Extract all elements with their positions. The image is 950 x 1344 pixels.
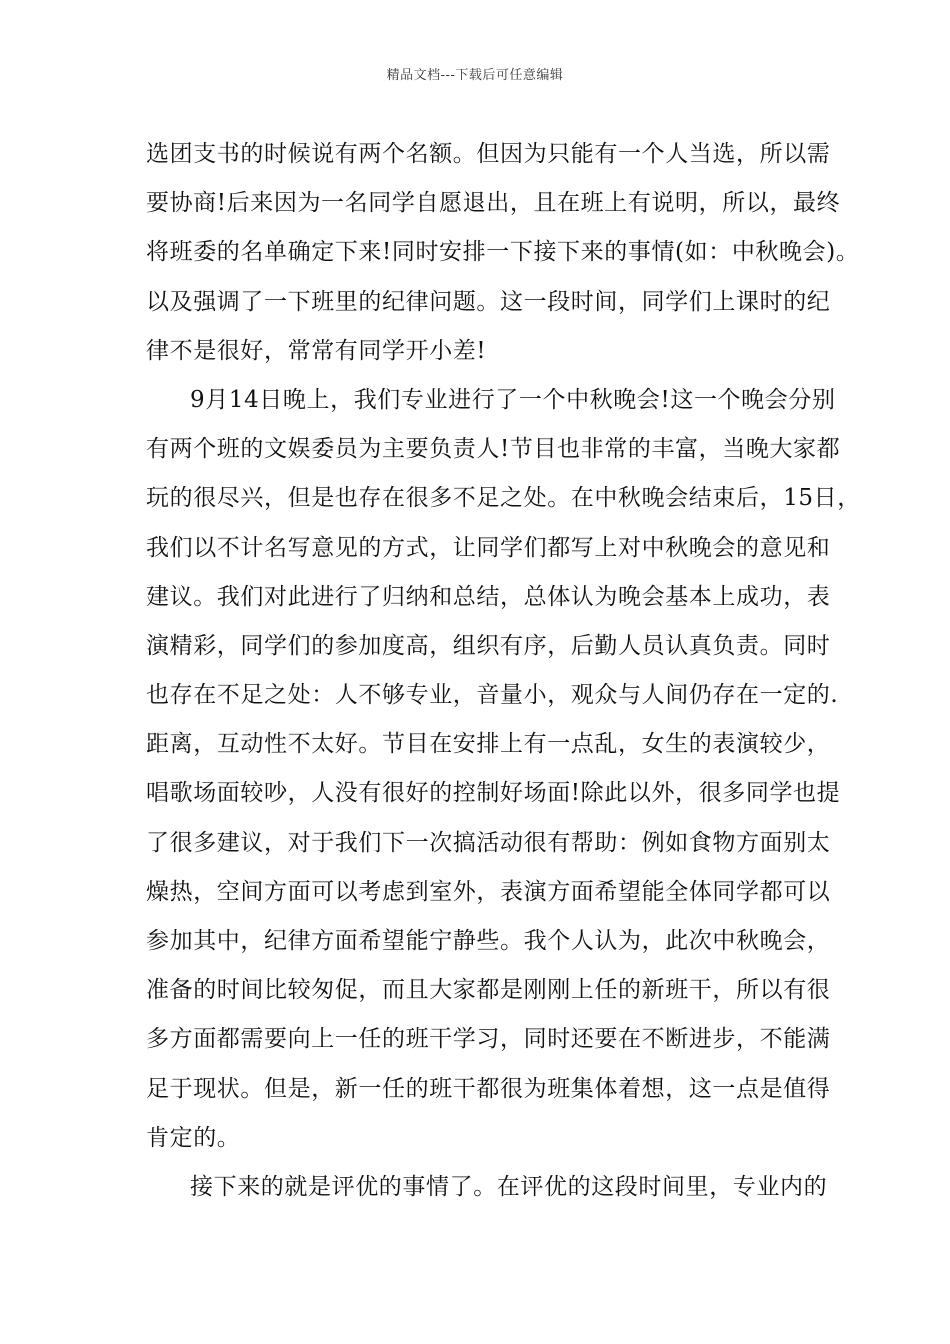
text-line: 接下来的就是评优的事情了。在评优的这段时间里，专业内的 <box>190 1173 828 1200</box>
text-line: 参加其中，纪律方面希望能宁静些。我个人认为，此次中秋晚会， <box>146 928 831 954</box>
paragraph-3 <box>146 1163 828 1212</box>
paragraph-2 <box>146 376 861 1163</box>
text-line: 将班委的名单确定下来!同时安排一下接下来的事情(如：中秋晚会)。 <box>146 239 860 266</box>
text-line: 肯定的。 <box>146 1124 241 1151</box>
text-line: 要协商!后来因为一名同学自愿退出，且在班上有说明，所以，最终 <box>146 190 841 217</box>
text-line: 也存在不足之处：人不够专业，音量小，观众与人间仍存在一定的. <box>146 682 839 709</box>
text-line: 选团支书的时候说有两个名额。但因为只能有一个人当选，所以需 <box>146 141 831 167</box>
text-line: 有两个班的文娱委员为主要负责人!节目也非常的丰富，当晚大家都 <box>146 436 841 463</box>
paragraph-1 <box>146 130 860 376</box>
text-line: 建议。我们对此进行了归纳和总结，总体认为晚会基本上成功，表 <box>146 583 831 610</box>
text-line: 以及强调了一下班里的纪律问题。这一段时间，同学们上课时的纪 <box>146 288 831 315</box>
text-line: 演精彩，同学们的参加度高，组织有序，后勤人员认真负责。同时 <box>146 632 831 659</box>
text-line: 距离，互动性不太好。节目在安排上有一点乱，女生的表演较少， <box>146 731 831 758</box>
text-line: 准备的时间比较匆促，而且大家都是刚刚上任的新班干，所以有很 <box>146 977 831 1004</box>
document-body <box>146 130 861 1212</box>
text-line: 了很多建议，对于我们下一次搞活动很有帮助：例如食物方面别太 <box>146 829 831 856</box>
text-line: 多方面都需要向上一任的班干学习，同时还要在不断进步，不能满 <box>146 1026 831 1053</box>
text-line: 足于现状。但是，新一任的班干都很为班集体着想，这一点是值得 <box>146 1075 831 1102</box>
text-line: 9月14日晚上，我们专业进行了一个中秋晚会!这一个晚会分别 <box>190 386 836 413</box>
text-line: 唱歌场面较吵，人没有很好的控制好场面!除此以外，很多同学也提 <box>146 780 841 807</box>
page-header: 精品文档---下载后可任意编辑 <box>386 68 564 83</box>
text-line: 律不是很好，常常有同学开小差! <box>146 337 487 364</box>
text-line: 玩的很尽兴，但是也存在很多不足之处。在中秋晚会结束后，15日， <box>146 485 861 512</box>
text-line: 燥热，空间方面可以考虑到室外，表演方面希望能全体同学都可以 <box>146 878 831 905</box>
text-line: 我们以不计名写意见的方式，让同学们都写上对中秋晚会的意见和 <box>146 534 831 561</box>
